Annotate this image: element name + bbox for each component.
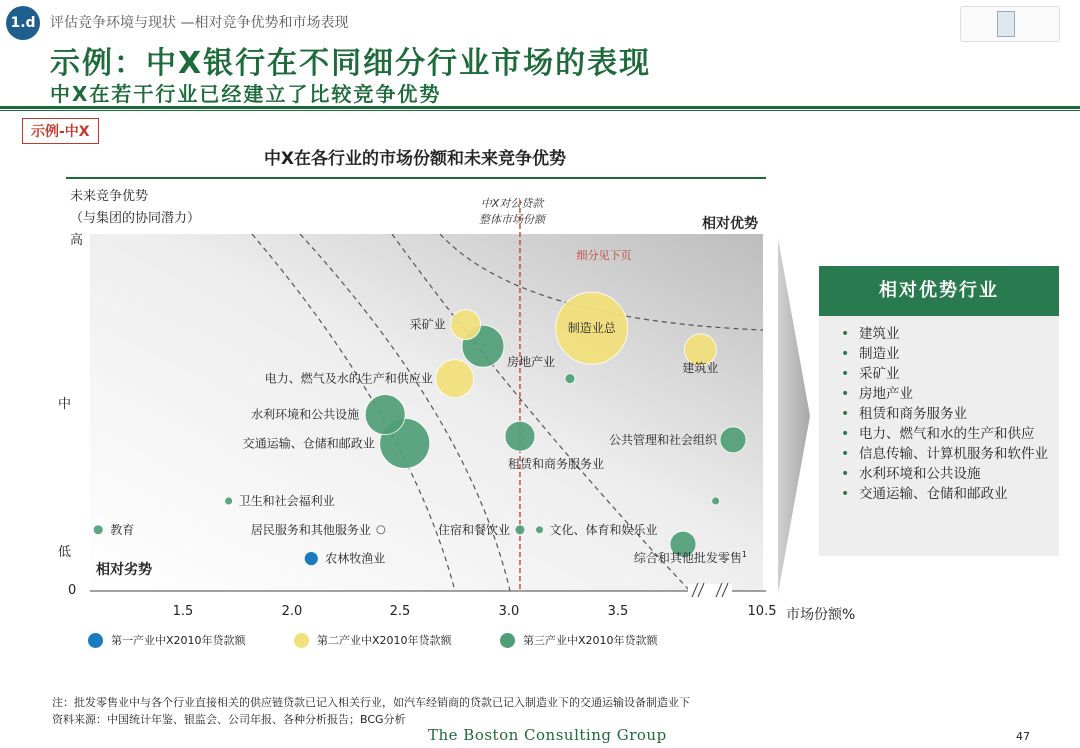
legend-item [88, 632, 246, 648]
data-label: 教育 [110, 522, 135, 537]
list-item: • 租赁和商务服务业 [841, 404, 1049, 424]
page-title: 示例：中X银行在不同细分行业市场的表现 [50, 46, 652, 81]
data-point [377, 526, 385, 534]
legend-swatch [500, 633, 515, 648]
list-item: • 房地产业 [841, 384, 1049, 404]
legend-item [500, 632, 658, 648]
data-point [365, 395, 405, 435]
data-point [451, 310, 481, 340]
data-label: 建筑业 [682, 360, 719, 375]
data-label: 电力、燃气及水的生产和供应业 [264, 371, 433, 386]
list-item: • 电力、燃气和水的生产和供应 [841, 424, 1049, 444]
page-subtitle: 中X在若干行业已经建立了比较竞争优势 [50, 82, 442, 106]
quadrant-label-advantage: 相对优势 [702, 216, 758, 232]
x-axis-label: 市场份额% [786, 607, 856, 623]
data-label: 卫生和社会福利业 [238, 494, 335, 508]
x-tick-label: 3.5 [607, 604, 629, 619]
example-tag: 示例-中X [22, 118, 99, 144]
data-label: 农林牧渔业 [325, 551, 386, 566]
chart-title: 中X在各行业的市场份额和未来竞争优势 [263, 149, 567, 169]
data-label: 采矿业 [409, 317, 446, 332]
legend-swatch [294, 633, 309, 648]
data-label: 公共管理和社会组织 [609, 432, 718, 447]
panel-title: 相对优势行业 [819, 266, 1059, 316]
source-note: 资料来源：中国统计年鉴、银监会、公司年报、各种分析报告；BCG分析 [52, 713, 406, 726]
section-badge: 1.d [6, 6, 40, 40]
data-label: 交通运输、仓储和邮政业 [242, 436, 375, 451]
plot-background [90, 234, 763, 591]
data-label: 制造业总 [567, 321, 616, 336]
x-tick-label: 10.5 [747, 604, 777, 619]
list-item: • 水利环境和公共设施 [841, 464, 1049, 484]
chart-legend [88, 632, 728, 652]
reference-line-label: 中X对公贷款 整体市场份额 [479, 197, 545, 226]
data-point [712, 497, 720, 505]
data-point [93, 525, 103, 535]
data-label: 文化、体育和娱乐业 [549, 522, 658, 537]
y-axis-label: 未来竞争优势 [70, 189, 149, 204]
list-item: • 交通运输、仓储和邮政业 [841, 484, 1049, 504]
legend-swatch [88, 633, 103, 648]
y-tick-zero: 0 [68, 583, 77, 598]
quadrant-label-disadvantage: 相对劣势 [96, 562, 152, 578]
data-point [436, 360, 474, 398]
legend-label: 第三产业中X2010年贷款额 [523, 634, 658, 647]
data-label: 综合和其他批发零售$^1$ [633, 550, 748, 566]
x-tick-label: 2.5 [389, 604, 411, 619]
data-point [536, 526, 544, 534]
x-tick-label: 1.5 [172, 604, 194, 619]
x-tick-label: 2.0 [281, 604, 303, 619]
data-label: 租赁和商务服务业 [507, 457, 604, 472]
legend-label: 第二产业中X2010年贷款额 [317, 634, 452, 647]
legend-label: 第一产业中X2010年贷款额 [111, 634, 246, 647]
data-point [505, 421, 535, 451]
data-label: 住宿和餐饮业 [437, 522, 510, 537]
list-item: • 信息传输、计算机服务和软件业 [841, 444, 1049, 464]
advantage-industries-list [819, 316, 1059, 504]
annotation-see-next-page: 细分见下页 [576, 249, 632, 262]
data-point [565, 374, 575, 384]
y-tick-mid: 中 [58, 397, 72, 412]
legend-item [294, 632, 452, 648]
data-label: 水利环境和公共设施 [251, 407, 360, 422]
data-point [225, 497, 233, 505]
list-item: • 建筑业 [841, 324, 1049, 344]
company-logo: The Boston Consulting Group [428, 726, 667, 744]
y-tick-high: 高 [70, 233, 84, 248]
arrow-icon [778, 238, 810, 594]
data-point [515, 525, 525, 535]
x-tick-label: 3.0 [498, 604, 520, 619]
y-axis-sublabel: （与集团的协同潜力） [70, 211, 201, 226]
data-point [720, 427, 746, 453]
advantage-industries-panel [819, 266, 1059, 556]
data-point [304, 552, 318, 566]
data-label: 房地产业 [507, 355, 556, 370]
axis-break-icon [688, 583, 732, 598]
breadcrumb: 评估竞争环境与现状 —相对竞争优势和市场表现 [50, 15, 349, 31]
data-label: 居民服务和其他服务业 [250, 522, 371, 537]
footnote: 注：批发零售业中与各个行业直接相关的供应链贷款已记入相关行业，如汽车经销商的贷款已记入制造业下的交通运输设备制造业下 [52, 696, 690, 709]
list-item: • 制造业 [841, 344, 1049, 364]
list-item: • 采矿业 [841, 364, 1049, 384]
page-number: 47 [1016, 730, 1030, 743]
y-tick-low: 低 [58, 545, 72, 560]
